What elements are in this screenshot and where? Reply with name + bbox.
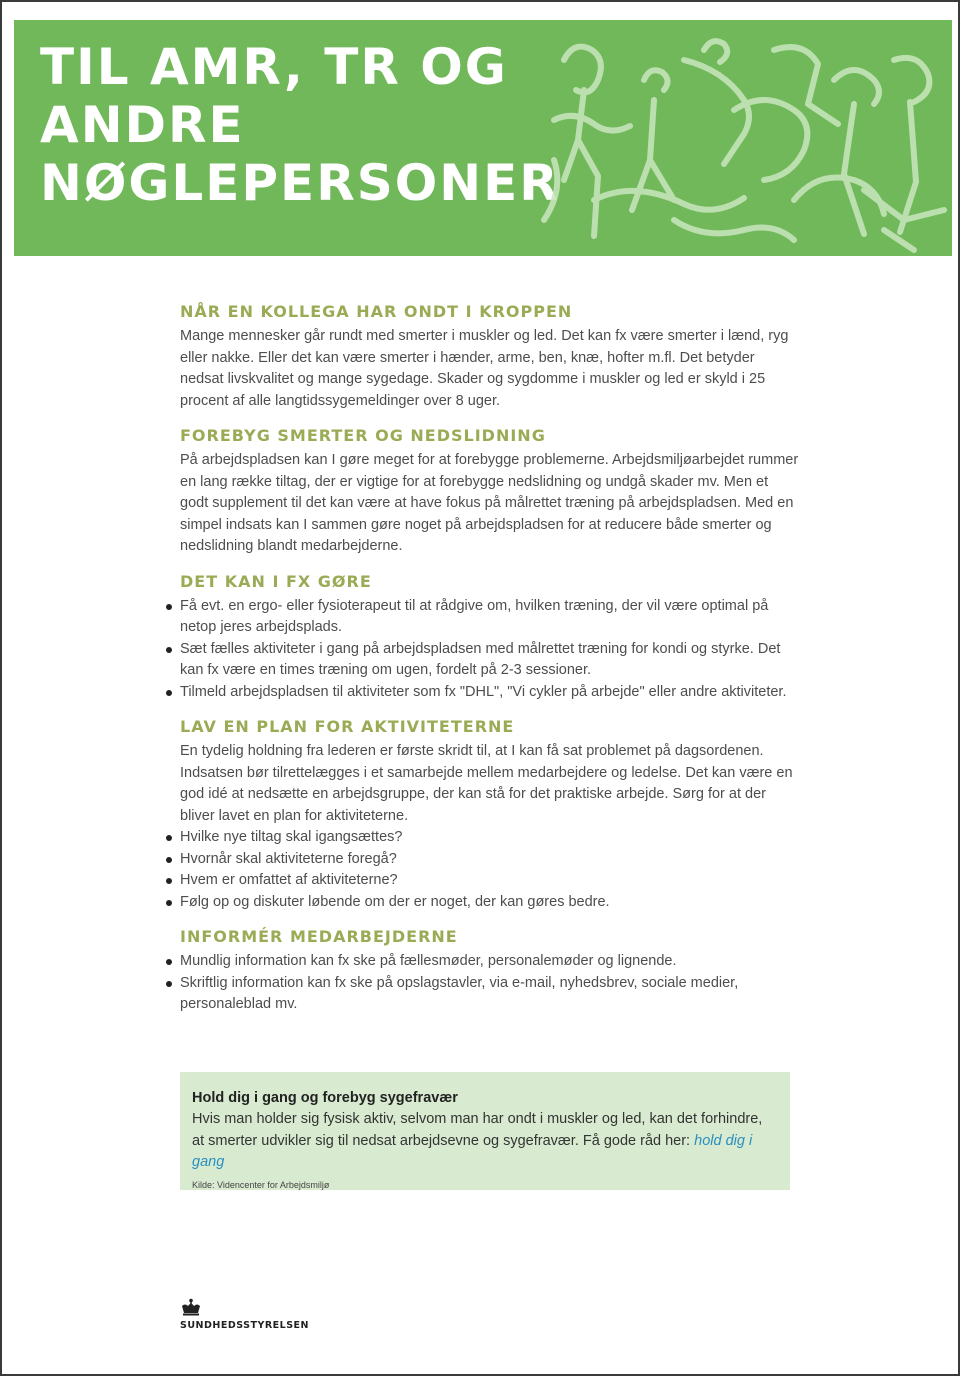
list-item: Hvornår skal aktiviteterne foregå? xyxy=(180,849,800,871)
logo-wordmark: SUNDHEDSSTYRELSEN xyxy=(180,1320,309,1331)
list-item: Følg op og diskuter løbende om der er noget, der kan gøres bedre. xyxy=(180,892,800,914)
section-informer xyxy=(180,927,800,1016)
info-box-source: Kilde: Videncenter for Arbejdsmiljø xyxy=(192,1179,330,1190)
list-item: Tilmeld arbejdspladsen til aktiviteter som fx "DHL", "Vi cykler på arbejde" eller andre aktiviteter. xyxy=(180,682,800,704)
list-item: Skriftlig information kan fx ske på opslagstavler, via e-mail, nyhedsbrev, sociale medier, personaleblad mv. xyxy=(180,973,800,1016)
list-item: Sæt fælles aktiviteter i gang på arbejdspladsen med målrettet træning for kondi og styrke. Det kan fx være en times træning om ugen, fordelt på 2-3 sessioner. xyxy=(180,639,800,682)
list-item: Få evt. en ergo- eller fysioterapeut til at rådgive om, hvilken træning, der vil være optimal på netop jeres arbejdsplads. xyxy=(180,596,800,639)
sundhedsstyrelsen-logo xyxy=(180,1298,340,1338)
page-title: TIL AMR, TR OG ANDRE NØGLEPERSONER xyxy=(40,38,560,212)
section-heading: INFORMÉR MEDARBEJDERNE xyxy=(180,927,458,946)
section-heading: NÅR EN KOLLEGA HAR ONDT I KROPPEN xyxy=(180,302,573,321)
list-item: Mundlig information kan fx ske på fællesmøder, personalemøder og lignende. xyxy=(180,951,800,973)
section-paragraph: På arbejdspladsen kan I gøre meget for at forebygge problemerne. Arbejdsmiljøarbejdet rummer en lang række tiltag, der er vigtige for at forebygge nedslidning og undgå skader mv. Men et godt supplement til det kan være at have fokus på målrettet træning på arbejdspladsen. Med en simpel indsats kan I sammen gøre noget på arbejdspladsen for at reducere både smerter og nedslidning blandt medarbejderne. xyxy=(180,452,799,554)
hold-dig-i-gang-link[interactable]: hold dig i gang xyxy=(192,1132,753,1170)
info-box-title: Hold dig i gang og forebyg sygefravær xyxy=(192,1090,458,1106)
bullet-list xyxy=(180,951,800,1016)
section-paragraph: Mange mennesker går rundt med smerter i muskler og led. Det kan fx være smerter i lænd, ryg eller nakke. Eller det kan være smerter i hænder, arme, ben, knæ, hofter m.fl. Det betyder nedsat livskvalitet og mange sygedage. Skader og sygdomme i muskler og led er skyld i 25 procent af alle langtidssygemeldinger over 8 uger. xyxy=(180,328,789,409)
figures-illustration xyxy=(534,20,952,256)
info-box xyxy=(180,1072,790,1190)
crown-icon xyxy=(180,1298,202,1316)
bullet-list xyxy=(180,827,800,913)
section-heading: LAV EN PLAN FOR AKTIVITETERNE xyxy=(180,717,515,736)
article-body xyxy=(180,302,800,1030)
section-heading: DET KAN I FX GØRE xyxy=(180,571,372,591)
list-item: Hvilke nye tiltag skal igangsættes? xyxy=(180,827,800,849)
section-forebyg xyxy=(180,426,800,558)
section-heading: FOREBYG SMERTER OG NEDSLIDNING xyxy=(180,426,546,445)
section-paragraph: En tydelig holdning fra lederen er første skridt til, at I kan få sat problemet på dagsordenen. Indsatsen bør tilrettelægges i et samarbejde mellem medarbejdere og ledelse. Det kan være en god idé at nedsætte en arbejdsgruppe, der kan stå for det praktiske arbejde. Sørg for at der bliver lavet en plan for aktiviteterne. xyxy=(180,743,793,824)
list-item: Hvem er omfattet af aktiviteterne? xyxy=(180,870,800,892)
info-box-text xyxy=(192,1109,778,1174)
bullet-list xyxy=(180,596,800,704)
info-box-body: Hvis man holder sig fysisk aktiv, selvom man har ondt i muskler og led, kan det forhindre, at smerter udvikler sig til nedsat arbejdsevne og sygefravær. Få gode råd her: xyxy=(192,1111,763,1149)
header-banner xyxy=(14,20,952,256)
section-plan xyxy=(180,717,800,913)
section-det-kan-i-goere xyxy=(180,572,800,704)
section-kollega xyxy=(180,302,800,412)
